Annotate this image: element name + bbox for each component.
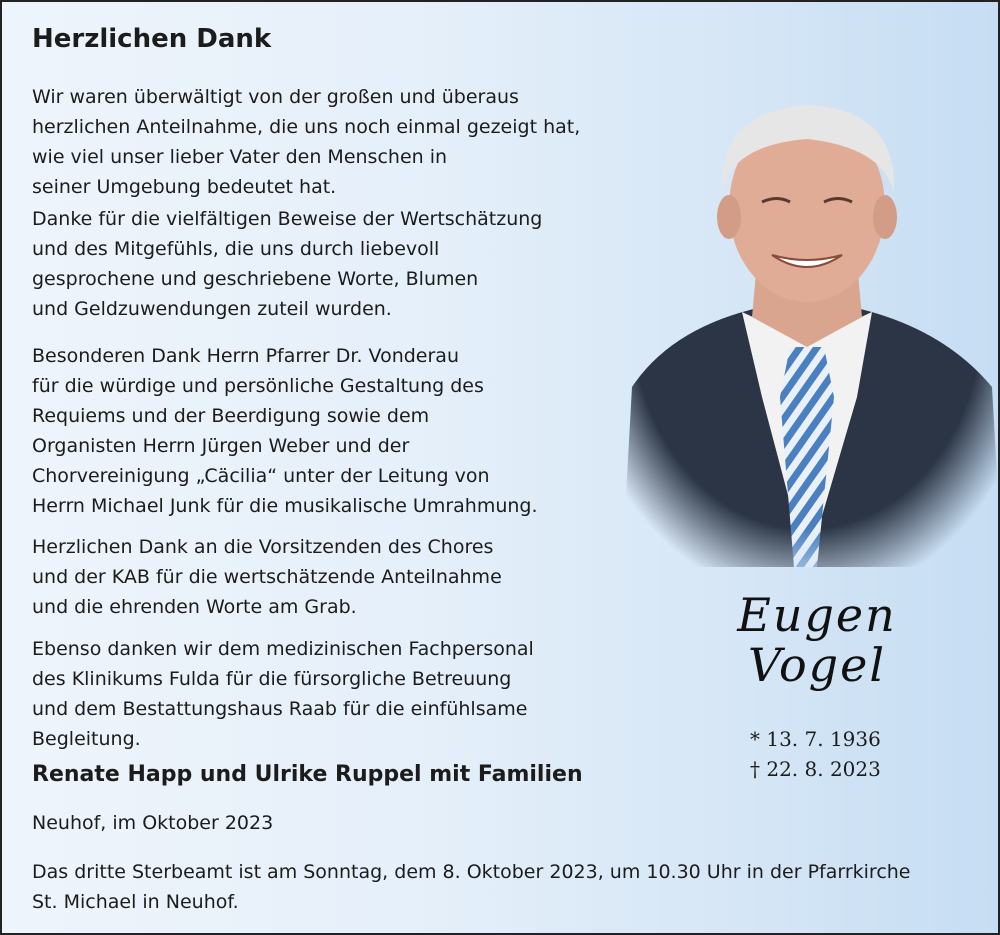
paragraph-5: Ebenso danken wir dem medizinischen Fachpersonal des Klinikums Fulda für die fürsorgliche Betreuung und dem Bestattungshaus Raab für die einfühlsame Begleitung. xyxy=(32,638,534,750)
paragraph-4: Herzlichen Dank an die Vorsitzenden des Chores und der KAB für die wertschätzende Anteilnahme und die ehrenden Worte am Grab. xyxy=(32,536,502,618)
birth-date: * 13. 7. 1936 xyxy=(750,727,881,751)
death-date: † 22. 8. 2023 xyxy=(750,757,881,781)
place-date: Neuhof, im Oktober 2023 xyxy=(32,812,274,834)
paragraph-3: Besonderen Dank Herrn Pfarrer Dr. Vonderau für die würdige und persönliche Gestaltung des Requiems und der Beerdigung sowie dem Organisten Herrn Jürgen Weber und der Chorvereinigung „Cäcilia“ unter der Leitung von Herrn Michael Junk für die musikalische Umrahmung. xyxy=(32,345,538,517)
memorial-notice: Das dritte Sterbeamt ist am Sonntag, dem 8. Oktober 2023, um 10.30 Uhr in der Pfarrkirche St. Michael in Neuhof. xyxy=(32,861,911,913)
signers: Renate Happ und Ulrike Ruppel mit Familien xyxy=(32,762,583,787)
portrait-photo xyxy=(612,97,1000,577)
last-name: Vogel xyxy=(747,638,887,692)
paragraph-2: Danke für die vielfältigen Beweise der Wertschätzung und des Mitgefühls, die uns durch liebevoll gesprochene und geschriebene Worte, Blumen und Geldzuwendungen zuteil wurden. xyxy=(32,208,543,320)
heading: Herzlichen Dank xyxy=(32,24,272,54)
paragraph-1: Wir waren überwältigt von der großen und überaus herzlichen Anteilnahme, die uns noch einmal gezeigt hat, wie viel unser lieber Vater den Menschen in seiner Umgebung bedeutet hat. xyxy=(32,86,581,198)
deceased-name xyxy=(702,590,932,690)
life-dates xyxy=(750,724,881,784)
first-name: Eugen xyxy=(737,588,897,642)
